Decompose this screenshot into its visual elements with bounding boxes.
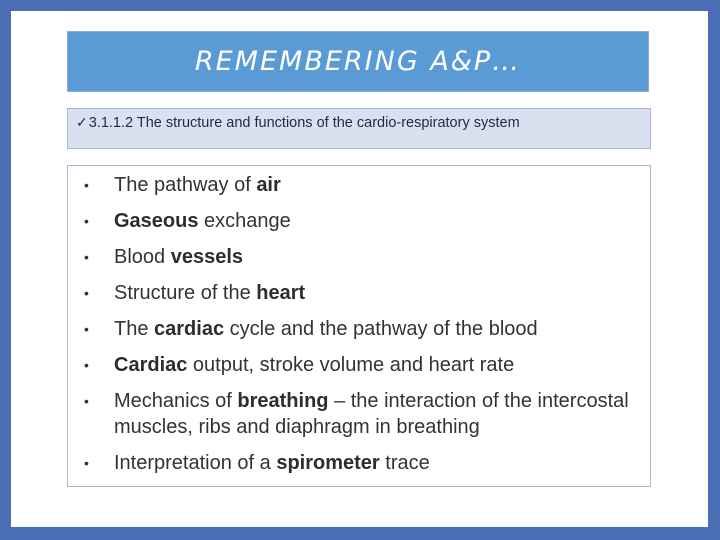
text-run: cycle and the pathway of the blood <box>224 318 538 340</box>
slide-title: REMEMBERING A&P… <box>194 46 522 77</box>
text-run: trace <box>379 452 430 474</box>
title-banner <box>67 31 649 92</box>
text-run: Blood <box>114 246 171 268</box>
text-run: Interpretation of a <box>114 452 277 474</box>
text-run: output, stroke volume and heart rate <box>187 354 515 376</box>
text-run: – the interaction of the intercostal muscles, ribs and diaphragm in breathing <box>114 390 629 438</box>
text-run: Structure of the <box>114 282 257 304</box>
list-item-text <box>114 172 644 198</box>
keyword: spirometer <box>276 452 380 474</box>
list-item-text <box>114 208 644 234</box>
keyword: cardiac <box>154 318 225 340</box>
list-item-text <box>114 450 644 476</box>
bullet-icon: • <box>84 249 89 265</box>
bullet-icon: • <box>84 455 89 471</box>
text-run: exchange <box>198 210 291 232</box>
text-run: The pathway of <box>114 174 257 196</box>
keyword: heart <box>256 282 306 304</box>
slide <box>11 11 708 527</box>
checkmark-icon: ✓ <box>76 114 88 130</box>
list-item-text <box>114 388 644 440</box>
list-item-text <box>114 316 644 342</box>
bullet-icon: • <box>84 177 89 193</box>
keyword: vessels <box>170 246 244 268</box>
subtitle-text: 3.1.1.2 The structure and functions of the cardio-respiratory system <box>88 115 520 131</box>
bullet-icon: • <box>84 213 89 229</box>
topic-list-box <box>67 165 651 487</box>
bullet-icon: • <box>84 357 89 373</box>
keyword: breathing <box>237 390 329 412</box>
bullet-icon: • <box>84 321 89 337</box>
list-item-text <box>114 244 644 270</box>
keyword: air <box>256 174 281 196</box>
text-run: Mechanics of <box>114 390 238 412</box>
keyword: Gaseous <box>114 210 199 232</box>
bullet-icon: • <box>84 393 89 409</box>
bullet-icon: • <box>84 285 89 301</box>
list-item-text <box>114 352 644 378</box>
list-item-text <box>114 280 644 306</box>
text-run: The <box>114 318 155 340</box>
keyword: Cardiac <box>114 354 188 376</box>
subtitle-banner <box>67 108 651 149</box>
